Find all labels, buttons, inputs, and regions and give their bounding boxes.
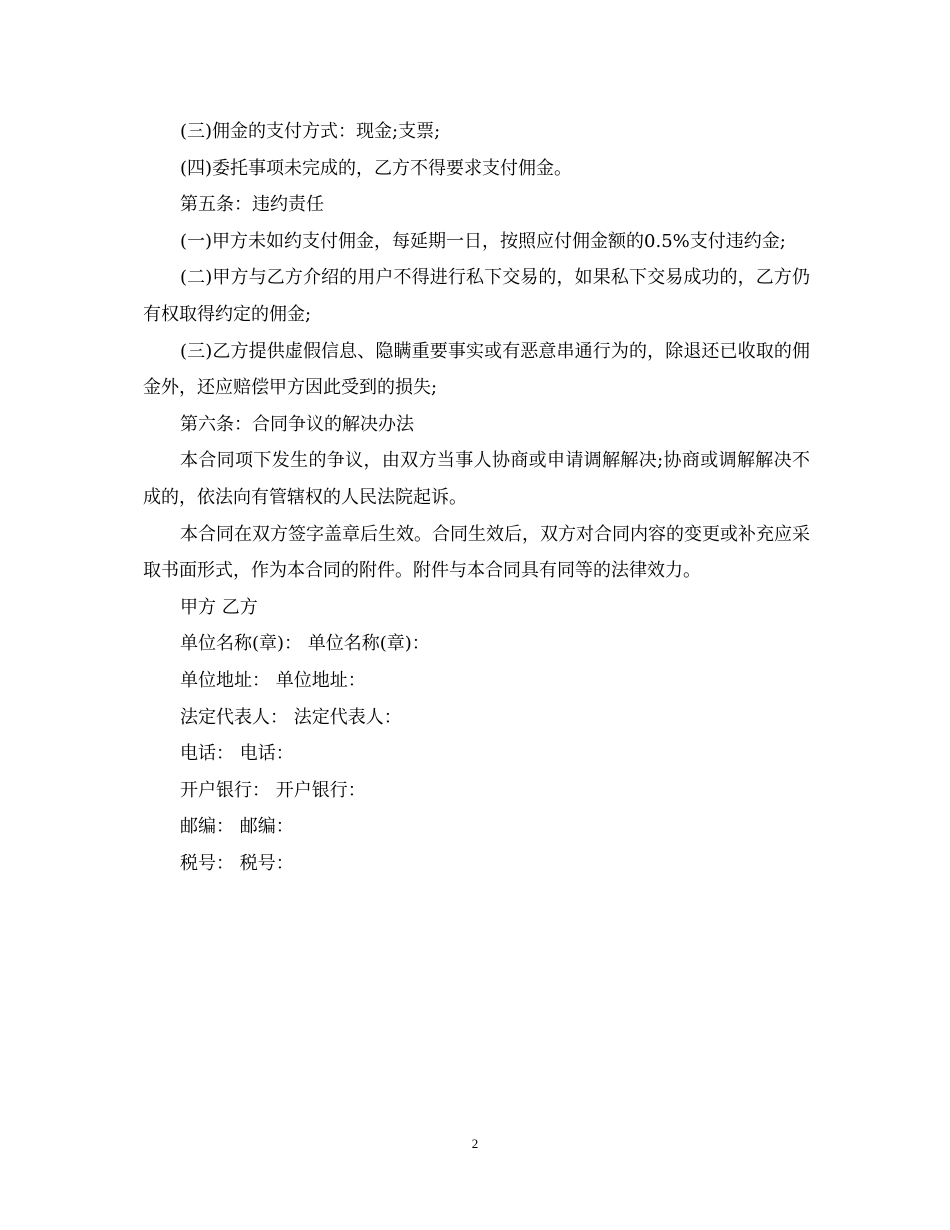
- clause-commission-payment-method: (三)佣金的支付方式：现金;支票;: [180, 121, 441, 142]
- clause-private-transaction: (二)甲方与乙方介绍的用户不得进行私下交易的，如果私下交易成功的，乙方仍有权取得约定的佣金;: [143, 267, 810, 325]
- clause-dispute-resolution: 本合同项下发生的争议，由双方当事人协商或申请调解解决;协商或调解解决不成的，依法向有管辖权的人民法院起诉。: [143, 450, 810, 508]
- signature-postcode: 邮编： 邮编：: [180, 816, 294, 838]
- signature-bank: 开户银行： 开户银行：: [180, 779, 366, 801]
- clause-late-payment-penalty: (一)甲方未如约支付佣金，每延期一日，按照应付佣金额的0.5%支付违约金;: [180, 230, 786, 252]
- document-body: [143, 114, 810, 882]
- clause-effectiveness: 本合同在双方签字盖章后生效。合同生效后，双方对合同内容的变更或补充应采取书面形式，作为本合同的附件。附件与本合同具有同等的法律效力。: [143, 523, 810, 582]
- signature-legal-representative: 法定代表人： 法定代表人：: [180, 706, 402, 728]
- signature-unit-name: 单位名称(章)： 单位名称(章)：: [180, 633, 430, 655]
- clause-false-information: (三)乙方提供虚假信息、隐瞒重要事实或有恶意串通行为的，除退还已收取的佣金外，还应赔偿甲方因此受到的损失;: [143, 340, 810, 399]
- signature-parties: 甲方 乙方: [180, 596, 258, 618]
- article-five-heading: 第五条：违约责任: [180, 194, 324, 216]
- signature-tax-number: 税号： 税号：: [180, 852, 294, 874]
- signature-phone: 电话： 电话：: [180, 743, 294, 765]
- clause-unfinished-commission: (四)委托事项未完成的，乙方不得要求支付佣金。: [180, 157, 573, 179]
- article-six-heading: 第六条：合同争议的解决办法: [180, 413, 414, 435]
- signature-unit-address: 单位地址： 单位地址：: [180, 669, 366, 691]
- page-number: 2: [471, 1136, 479, 1151]
